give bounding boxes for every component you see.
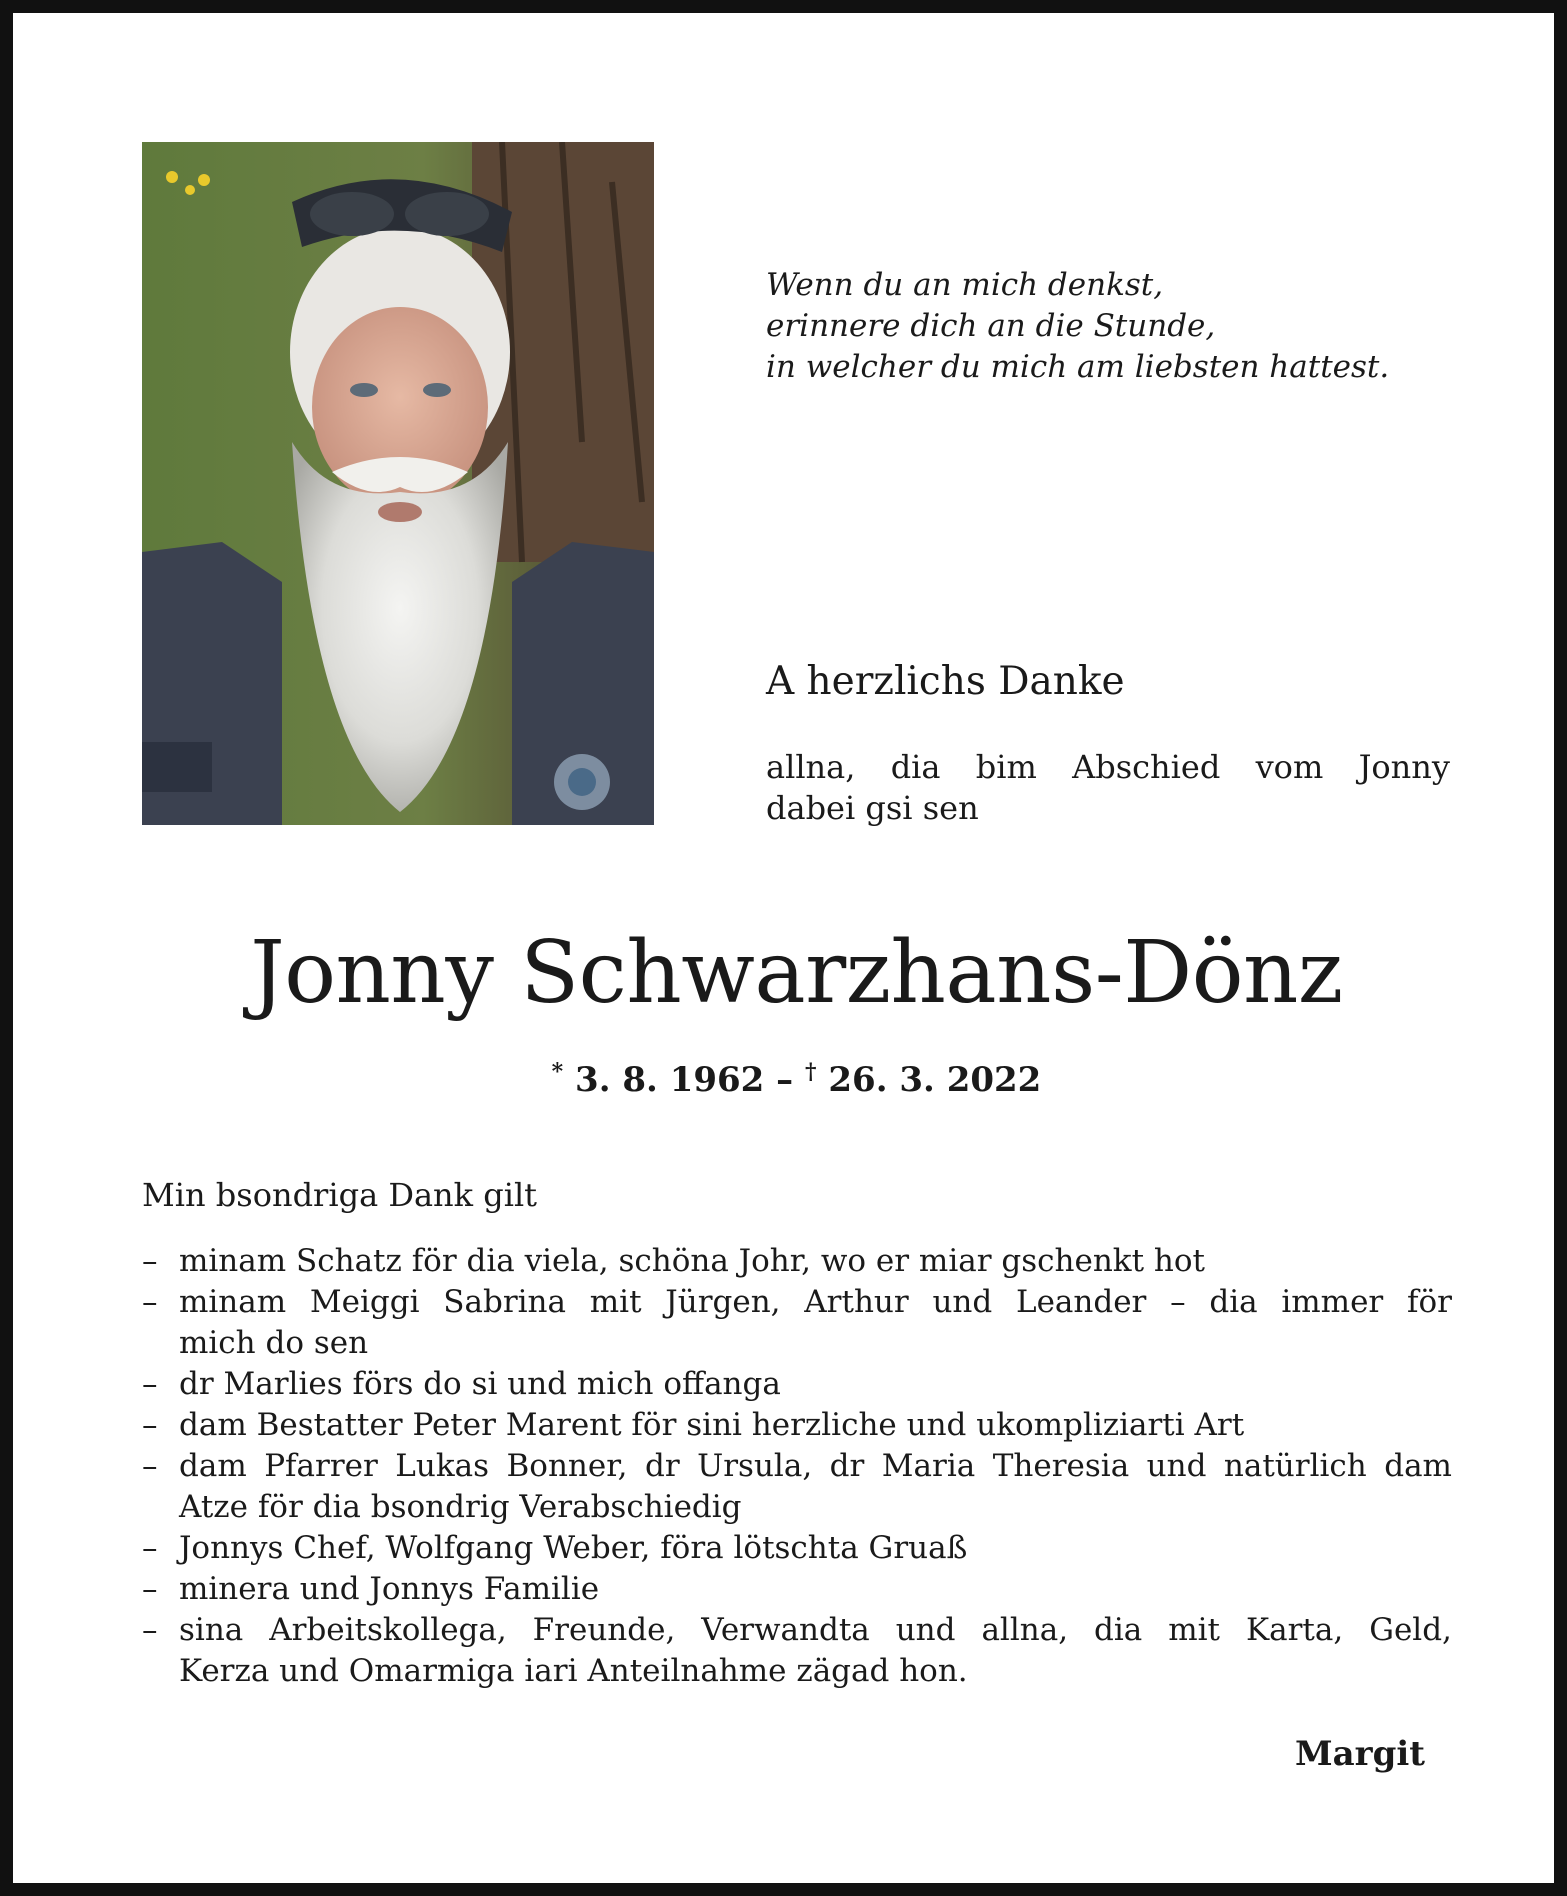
list-item [142,1405,1452,1446]
list-word: mit [589,1284,642,1320]
list-word: sina [179,1612,244,1648]
list-word: und [932,1284,993,1320]
list-word: Lukas [395,1448,490,1484]
list-word: – [1170,1284,1186,1320]
thanks-text [766,747,1450,829]
thanks-text-line [766,747,1450,788]
list-dash: – [142,1612,158,1648]
list-word: Arbeitskollega, [269,1612,507,1648]
list-item-line: dam Bestatter Peter Marent för sini herzliche und ukompliziarti Art [179,1407,1245,1443]
list-dash: – [142,1366,158,1402]
list-item-line: Atze för dia bsondrig Verabschiedig [179,1489,742,1525]
quote-line: Wenn du an mich denkst, [766,267,1164,303]
list-word: Theresia [992,1448,1130,1484]
list-word: Meiggi [309,1284,420,1320]
list-item [142,1528,1452,1569]
list-dash: – [142,1243,158,1279]
list-word: Sabrina [443,1284,567,1320]
thanks-heading: A herzlichs Danke [766,659,1125,704]
list-dash: – [142,1530,158,1566]
portrait-photo [142,142,654,825]
list-item-line [179,1610,1452,1651]
list-word: dia [1209,1284,1258,1320]
life-dates [13,1050,1567,1102]
list-word: Ursula, [697,1448,813,1484]
birth-date: 3. 8. 1962 [575,1060,765,1100]
list-word: minam [179,1284,287,1320]
list-word: Arthur [804,1284,909,1320]
list-item-line: minera und Jonnys Familie [179,1571,600,1607]
list-word: Jürgen, [665,1284,781,1320]
portrait-image [142,142,654,825]
list-item-line: dr Marlies förs do si und mich offanga [179,1366,781,1402]
signature: Margit [1295,1734,1425,1774]
thanks-text-line: dabei gsi sen [766,789,979,827]
list-item [142,1610,1452,1692]
list-word: dr [829,1448,865,1484]
deceased-name: Jonny Schwarzhans-Dönz [250,923,1343,1023]
list-item [142,1446,1452,1528]
thanks-word: Jonny [1358,748,1450,786]
gratitude-list [142,1241,1452,1692]
list-word: Freunde, [532,1612,676,1648]
list-word: mit [1168,1612,1221,1648]
death-date: 26. 3. 2022 [828,1060,1042,1100]
list-word: dr [644,1448,680,1484]
list-item-line: mich do sen [179,1325,369,1361]
list-word: dam [179,1448,247,1484]
list-word: Geld, [1369,1612,1452,1648]
list-word: Pfarrer [264,1448,378,1484]
list-item-line: minam Schatz för dia viela, schöna Johr, wo er miar gschenkt hot [179,1243,1205,1279]
list-item [142,1241,1452,1282]
thanks-word: Abschied [1072,748,1221,786]
list-word: dam [1384,1448,1452,1484]
thanks-word: allna, [766,748,856,786]
list-word: för [1407,1284,1452,1320]
list-word: natürlich [1223,1448,1367,1484]
list-word: allna, [981,1612,1069,1648]
thanks-word: vom [1255,748,1324,786]
list-word: Karta, [1245,1612,1344,1648]
list-item [142,1282,1452,1364]
list-dash: – [142,1284,158,1320]
date-separator: – [764,1060,806,1100]
list-dash: – [142,1407,158,1443]
list-word: und [1146,1448,1207,1484]
thanks-word: dia [890,748,941,786]
list-word: und [895,1612,956,1648]
list-item-line [179,1282,1452,1323]
list-item-line: Kerza und Omarmiga iari Anteilnahme zägad hon. [179,1653,968,1689]
list-word: immer [1281,1284,1384,1320]
memorial-quote [766,265,1466,388]
birth-symbol: * [551,1059,564,1085]
quote-line: erinnere dich an die Stunde, [766,308,1216,344]
quote-line: in welcher du mich am liebsten hattest. [766,349,1390,385]
list-item [142,1364,1452,1405]
death-symbol: † [805,1059,817,1085]
list-item-line: Jonnys Chef, Wolfgang Weber, föra lötschta Gruaß [179,1530,968,1566]
list-dash: – [142,1571,158,1607]
gratitude-intro: Min bsondriga Dank gilt [142,1176,538,1214]
list-item-line [179,1446,1452,1487]
list-dash: – [142,1448,158,1484]
list-word: Verwandta [701,1612,870,1648]
list-item [142,1569,1452,1610]
list-word: Maria [881,1448,976,1484]
list-word: Bonner, [506,1448,628,1484]
list-word: dia [1094,1612,1143,1648]
list-word: Leander [1015,1284,1147,1320]
thanks-word: bim [975,748,1037,786]
